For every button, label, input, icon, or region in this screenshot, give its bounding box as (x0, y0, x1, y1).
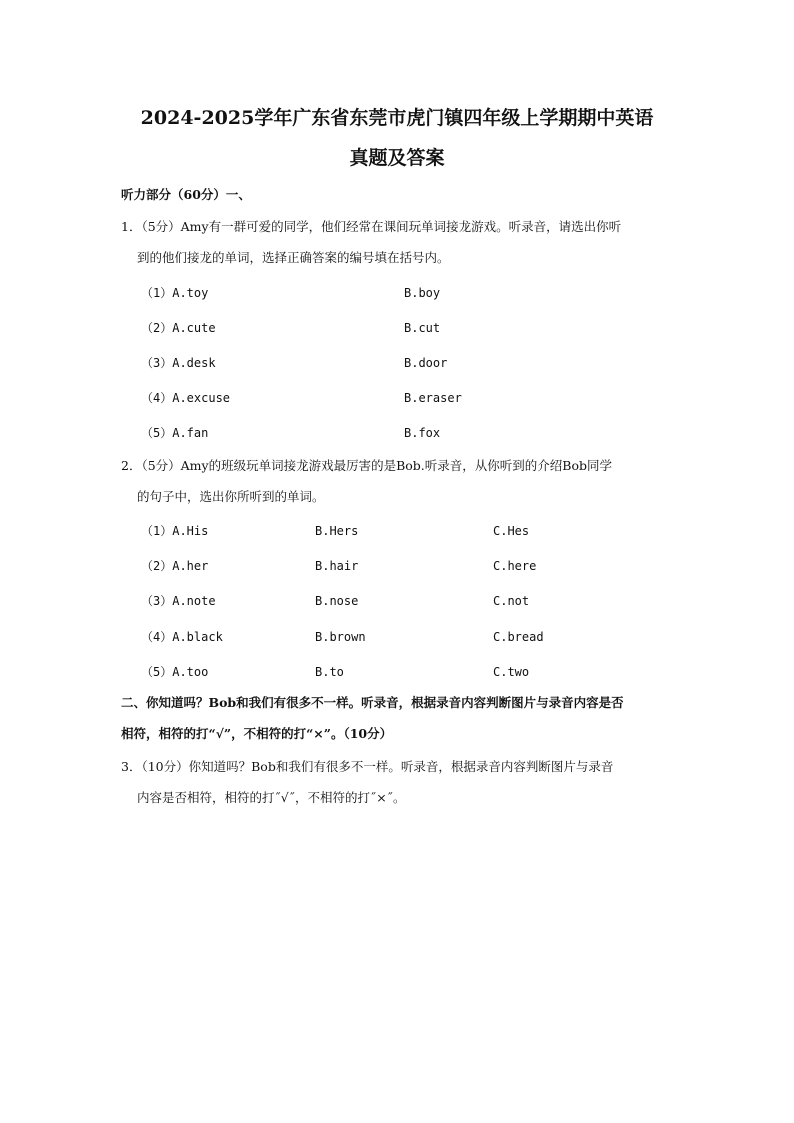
document-title-line-1: 2024-2025学年广东省东莞市虎门镇四年级上学期期中英语 (140, 107, 654, 129)
q1-option-3-a: （3）A.desk (141, 356, 216, 370)
q2-option-5-a: （5）A.too (141, 665, 209, 679)
q2-text-line-2: 的句子中，选出你所听到的单词。 (137, 489, 325, 504)
q2-option-1-a: （1）A.His (141, 524, 209, 538)
q1-option-4-b: B.eraser (404, 391, 462, 405)
section-listening-heading: 听力部分（60分）一、 (121, 187, 251, 202)
q1-option-2-b: B.cut (404, 321, 441, 335)
q1-option-5-b: B.fox (404, 426, 441, 440)
q2-option-4-a: （4）A.black (141, 630, 223, 644)
section-2-heading-line-1: 二、你知道吗？Bob和我们有很多不一样。听录音，根据录音内容判断图片与录音内容是否 (121, 695, 624, 710)
q1-text-line-2: 到的他们接龙的单词，选择正确答案的编号填在括号内。 (137, 250, 450, 265)
q1-option-4-a: （4）A.excuse (141, 391, 231, 405)
q2-option-3-a: （3）A.note (141, 594, 216, 608)
q2-option-1-c: C.Hes (493, 524, 530, 538)
q1-option-3-b: B.door (404, 356, 448, 370)
q3-text-line-2: 内容是否相符，相符的打˝√˝，不相符的打˝×˝。 (137, 790, 406, 805)
q1-option-5-a: （5）A.fan (141, 426, 209, 440)
q1-option-2-a: （2）A.cute (141, 321, 216, 335)
q2-option-2-b: B.hair (315, 559, 359, 573)
q2-option-3-b: B.nose (315, 594, 359, 608)
q1-option-1-b: B.boy (404, 286, 441, 300)
q2-option-3-c: C.not (493, 594, 530, 608)
q2-option-2-c: C.here (493, 559, 537, 573)
q2-option-2-a: （2）A.her (141, 559, 209, 573)
q2-option-4-b: B.brown (315, 630, 366, 644)
q2-option-5-b: B.to (315, 665, 344, 679)
section-2-heading-line-2: 相符，相符的打“√”，不相符的打“×”。（10分） (121, 726, 393, 741)
q2-text-line-1: 2．（5分）Amy的班级玩单词接龙游戏最厉害的是Bob.听录音，从你听到的介绍Bob同学 (121, 458, 612, 473)
q2-option-5-c: C.two (493, 665, 530, 679)
q2-option-4-c: C.bread (493, 630, 544, 644)
q1-text-line-1: 1．（5分）Amy有一群可爱的同学，他们经常在课间玩单词接龙游戏。听录音，请选出你听 (121, 219, 622, 234)
q1-option-1-a: （1）A.toy (141, 286, 209, 300)
q2-option-1-b: B.Hers (315, 524, 359, 538)
document-title-line-2: 真题及答案 (349, 147, 445, 169)
q3-text-line-1: 3．（10分）你知道吗？Bob和我们有很多不一样。听录音，根据录音内容判断图片与录音 (121, 759, 614, 774)
